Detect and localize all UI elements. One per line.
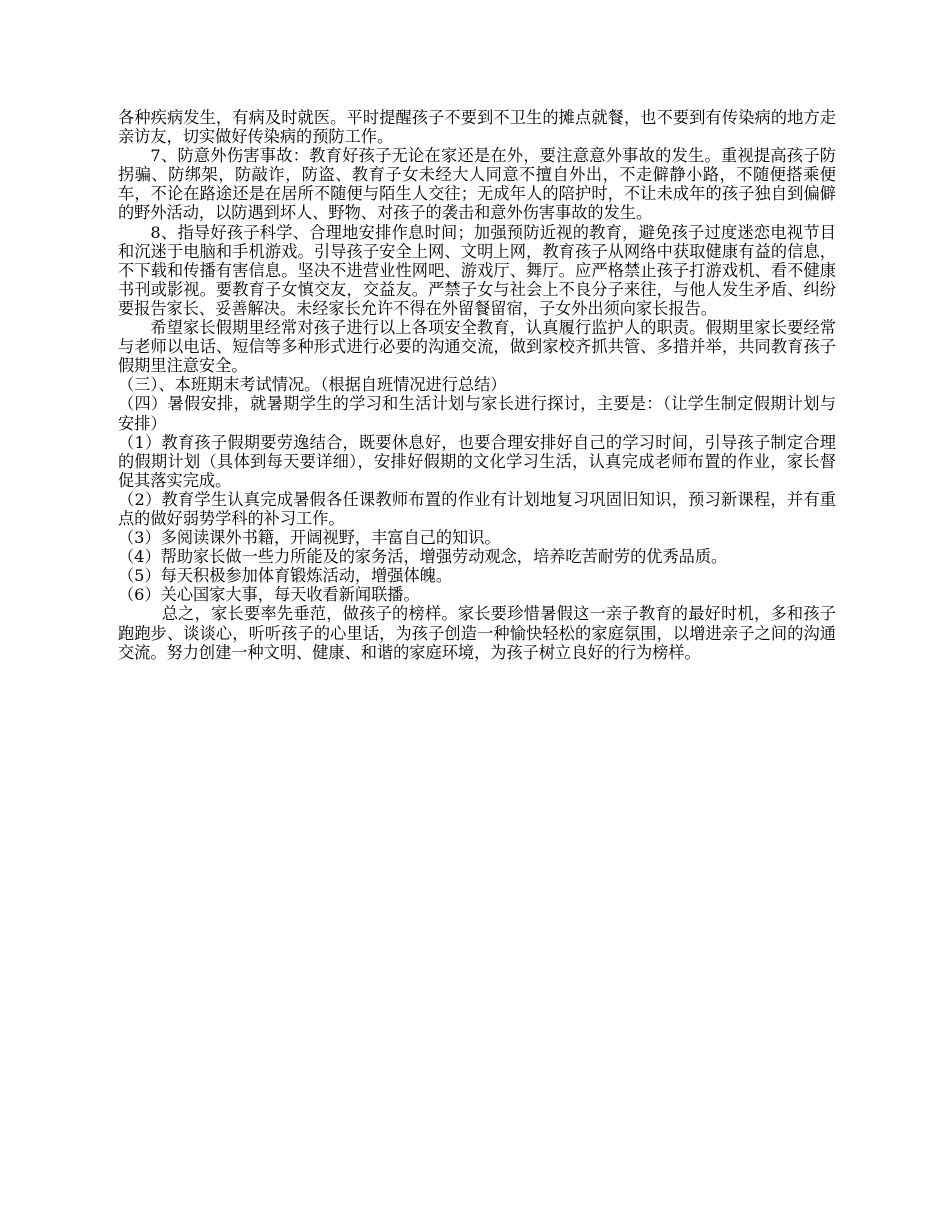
paragraph-schedule-guidance: 8、指导好孩子科学、合理地安排作息时间；加强预防近视的教育，避免孩子过度迷恋电视节目和沉迷于电脑和手机游戏。引导孩子安全上网、文明上网，教育孩子从网络中获取健康有益的信息，不下载和传播有害信息。坚决不进营业性网吧、游戏厅、舞厅。应严格禁止孩子打游戏机、看不健康书刊或影视。要教育子女慎交友，交益友。严禁子女与社会上不良分子来往，与他人发生矛盾、纠纷要报告家长、妥善解决。未经家长允许不得在外留餐留宿，子女外出须向家长报告。 (118, 222, 836, 318)
list-item-4: （4）帮助家长做一些力所能及的家务活，增强劳动观念，培养吃苦耐劳的优秀品质。 (118, 547, 728, 567)
paragraph-accident-prevention: 7、防意外伤害事故：教育好孩子无论在家还是在外，要注意意外事故的发生。重视提高孩子防拐骗、防绑架，防敲诈，防盗、教育子女未经大人同意不擅自外出，不走僻静小路，不随便搭乘便车，不论在路途还是在居所不随便与陌生人交往；无成年人的陪护时，不让未成年的孩子独自到偏僻的野外活动，以防遇到坏人、野物、对孩子的袭击和意外伤害事故的发生。 (118, 146, 836, 223)
paragraph-conclusion: 总之，家长要率先垂范，做孩子的榜样。家长要珍惜暑假这一亲子教育的最好时机，多和孩子跑跑步、谈谈心，听听孩子的心里话，为孩子创造一种愉快轻松的家庭氛围，以增进亲子之间的沟通交流。努力创建一种文明、健康、和谐的家庭环境，为孩子树立良好的行为榜样。 (118, 604, 836, 662)
heading-summer-arrangements: （四）暑假安排，就暑期学生的学习和生活计划与家长进行探讨，主要是：（让学生制定假期计划与安排） (118, 394, 836, 433)
paragraph-parent-expectations: 希望家长假期里经常对孩子进行以上各项安全教育，认真履行监护人的职责。假期里家长要经常与老师以电话、短信等多种形式进行必要的沟通交流，做到家校齐抓共管、多措并举，共同教育孩子假期里注意安全。 (118, 318, 836, 376)
list-item-6: （6）关心国家大事，每天收看新闻联播。 (118, 585, 420, 605)
paragraph-disease-prevention: 各种疾病发生，有病及时就医。平时提醒孩子不要到不卫生的摊点就餐，也不要到有传染病的地方走亲访友，切实做好传染病的预防工作。 (118, 108, 836, 147)
list-item-3: （3）多阅读课外书籍，开阔视野，丰富自己的知识。 (118, 528, 501, 548)
list-item-2: （2）教育学生认真完成暑假各任课教师布置的作业有计划地复习巩固旧知识，预习新课程，并有重点的做好弱势学科的补习工作。 (118, 489, 836, 528)
list-item-5: （5）每天积极参加体育锻炼活动，增强体魄。 (118, 566, 453, 586)
heading-exam-results: （三）、本班期末考试情况。（根据自班情况进行总结） (118, 375, 507, 395)
list-item-1: （1）教育孩子假期要劳逸结合，既要休息好，也要合理安排好自己的学习时间，引导孩子制定合理的假期计划（具体到每天要详细），安排好假期的文化学习生活，认真完成老师布置的作业，家长督促其落实完成。 (118, 432, 836, 490)
document-body (118, 108, 836, 662)
